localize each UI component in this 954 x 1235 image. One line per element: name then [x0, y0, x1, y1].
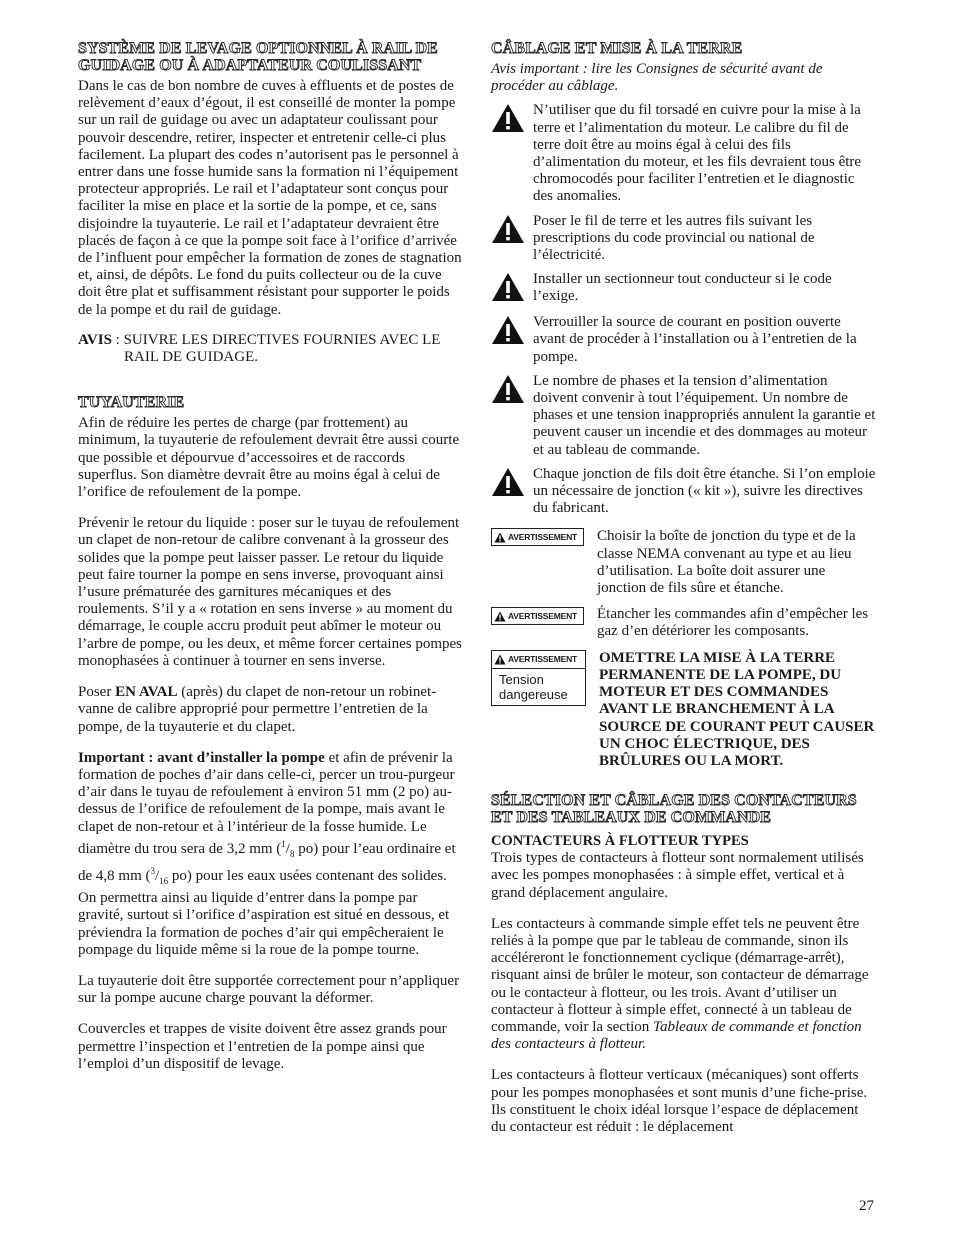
warning-label: AVERTISSEMENT — [491, 607, 584, 625]
p4-b: EN AVAL — [115, 684, 178, 701]
paragraph-guide-rail: Dans le cas de bon nombre de cuves à effluents et de postes de relèvement d’eaux d’égout, il est conseillé de monter la pompe sur un rail de guidage ou avec un adaptateur coulissant pour pouvoir descendre, retirer, inspecter et entretenir celle-ci plus facilement. La plupart des codes n’autorisent pas le personnel à entrer dans une fosse humide sans la formation ni l’équipement protecteur appropriés. Le rail et l’adaptateur sont conçus pour faciliter la mise en place et la sortie de la pompe, et ce, sans disjoindre la tuyauterie. Le rail et l’adaptateur devraient être placés de façon à ce que la pompe soit face à l’orifice d’arrivée de l’influent pour empêcher la formation de zones de stagnation et, ainsi, de dépôts. Le fond du puits collecteur ou de la cuve doit être plat et suffisamment résistant pour supporter le poids de la pompe et du rail de guidage. — [78, 78, 462, 318]
paragraph-contactors-2 — [491, 916, 876, 1054]
heading-guide-rail: SYSTÈME DE LEVAGE OPTIONNEL À RAIL DE GUIDAGE OU À ADAPTATEUR COULISSANT — [78, 40, 438, 74]
hazard-item — [491, 373, 876, 459]
frac2-num: 3 — [150, 865, 155, 876]
avis-line-2: RAIL DE GUIDAGE. — [124, 349, 259, 366]
warning-triangle-icon — [494, 654, 506, 665]
frac1-den: 8 — [289, 848, 295, 859]
subheading-float-switches: CONTACTEURS À FLOTTEUR TYPES — [491, 833, 749, 850]
warning-triangle-icon — [491, 467, 525, 497]
right-column — [491, 40, 876, 1136]
hazard-item — [491, 314, 876, 366]
warning-triangle-icon — [491, 315, 525, 345]
heading-contactors: SÉLECTION ET CÂBLAGE DES CONTACTEURS ET DES TABLEAUX DE COMMANDE — [491, 792, 857, 827]
paragraph-contactors-1: Trois types de contacteurs à flotteur sont normalement utilisés avec les pompes monophasées : à simple effet, vertical et à grand déplacement angulaire. — [491, 850, 864, 901]
hazard-item — [491, 102, 876, 205]
hazard-list — [491, 102, 876, 517]
paragraph-piping-1: Afin de réduire les pertes de charge (par frottement) au minimum, la tuyauterie de refoulement devrait être aussi courte que possible et dépourvue d’accessoires et de raccords superflus. Son diamètre devrait être au moins égal à celui de l’orifice de refoulement de la pompe. — [78, 415, 460, 501]
p4-c: (après) du clapet de non-retour un robinet-vanne de calibre approprié pour permettre l’entretien de la pompe, de la tuyauterie et du clapet. — [78, 684, 437, 735]
wiring-note: Avis important : lire les Consignes de sécurité avant de procéder au câblage. — [491, 61, 823, 95]
warning-label: AVERTISSEMENT — [492, 651, 585, 669]
heading-piping: TUYAUTERIE — [78, 394, 185, 412]
paragraph-piping-4: Important : avant d’installer la pompe et afin de prévenir la formation de poches d’air dans celle-ci, percer un trou-purgeur d’air dans le tuyau de refoulement à environ 51 mm (2 po) au-dessus de l’orifice de refoulement de la pompe, mais avant le clapet de non-retour et à l’intérieur de la fosse humide. Le diamètre du trou sera de 3,2 mm ($^1/_8$ po) pour l’eau ordinaire et de 4,8 mm ($^3/_{16}$ po) pour les eaux usées contenant des solides. On permettra ainsi au liquide d’entrer dans la pompe par gravité, surtout si l’orifice d’aspiration est situé en dessous, et préviendra la formation de poches d’air qui empêcheraient le pompage du liquide même si la roue de la pompe tourne. — [78, 749, 456, 958]
avis-line-1: : SUIVRE LES DIRECTIVES FOURNIES AVEC LE — [111, 331, 441, 348]
hazard-text-1: Poser le fil de terre et les autres fils suivant les prescriptions du code provincial ou national de l’électricité. — [533, 212, 815, 264]
p5-b: et afin de prévenir la formation de poches d’air dans celle-ci, percer un trou-purgeur d’air dans le tuyau de refoulement à environ 51 mm (2 po) au-dessus de l’orifice de refoulement de la pompe, mais avant le clapet de non-retour et à l’intérieur de la fosse humide. Le diamètre du trou sera de 3,2 mm ( — [78, 749, 455, 857]
avis-note — [78, 332, 463, 366]
warning-triangle-icon — [494, 611, 506, 622]
hazard-text-2: Installer un sectionneur tout conducteur si le code l’exige. — [533, 271, 832, 305]
p5-d: po) pour les eaux usées contenant des solides. On permettra ainsi au liquide d’entrer dans la pompe par gravité, surtout si l’orifice d’aspiration est situé en dessous, et préviendra la formation de poches d’air qui empêcheraient le pompage du liquide même si la roue de la pompe tourne. — [78, 867, 450, 958]
left-column — [78, 40, 463, 1073]
hazard-item — [491, 213, 876, 265]
frac2-den: 16 — [159, 875, 169, 886]
danger-text: Tension dangereuse — [499, 671, 568, 702]
danger-box — [491, 650, 586, 706]
warning-row-2 — [491, 606, 876, 640]
warning-label: AVERTISSEMENT — [491, 528, 584, 546]
warning-row-3 — [491, 650, 876, 770]
p4-a: Poser — [78, 684, 116, 701]
warning-triangle-icon — [491, 272, 525, 302]
hazard-text-4: Le nombre de phases et la tension d’alimentation doivent convenir à tout l’équipement. Un nombre de phases et une tension inappropriés annulent la garantie et peuvent causer un incendie et des dommages au moteur et au tableau de commande. — [533, 372, 876, 458]
warning-triangle-icon — [491, 374, 525, 404]
p5-c: po) pour l’eau ordinaire et de 4,8 mm ( — [78, 840, 456, 884]
hazard-text-3: Verrouiller la source de courant en position ouverte avant de procéder à l’installation ou à l’entretien de la pompe. — [533, 314, 857, 365]
paragraph-piping-3 — [78, 684, 463, 736]
warning-row-1 — [491, 528, 876, 597]
p5-important: Important : avant d’installer la pompe — [78, 749, 325, 766]
warning-text-3: OMETTRE LA MISE À LA TERRE PERMANENTE DE LA POMPE, DU MOTEUR ET DES COMMANDES AVANT LE BRANCHEMENT À LA SOURCE DE COURANT PEUT CAUSER UN CHOC ÉLECTRIQUE, DES BRÛLURES OU LA MORT. — [599, 649, 875, 769]
warning-triangle-icon — [494, 532, 506, 543]
heading-wiring: CÂBLAGE ET MISE À LA TERRE — [491, 40, 743, 57]
warning-text-2: Étancher les commandes afin d’empêcher les gaz d’en détériorer les composants. — [597, 606, 869, 640]
hazard-text-0: N’utiliser que du fil torsadé en cuivre pour la mise à la terre et l’alimentation du moteur. Le calibre du fil de terre doit être au moins égal à celui des fils d’alimentation du moteur, et les fils devraient tous être chromocodés pour faciliter l’entretien et le diagnostic des anomalies. — [533, 102, 862, 205]
paragraph-piping-5: La tuyauterie doit être supportée correctement pour n’appliquer sur la pompe aucune charge pouvant la déformer. — [78, 972, 460, 1007]
warning-triangle-icon — [491, 214, 525, 244]
hazard-item — [491, 271, 876, 307]
frac1-num: 1 — [281, 838, 286, 849]
p2-b: Tableaux de commande et fonction des contacteurs à flotteur. — [491, 1018, 862, 1053]
paragraph-contactors-3: Les contacteurs à flotteur verticaux (mécaniques) sont offerts pour les pompes monophasées et sont munis d’une fiche-prise. Ils constituent le choix idéal lorsque l’espace de déplacement du contacteur est réduit : le déplacement — [491, 1067, 868, 1135]
warning-triangle-icon — [491, 103, 525, 133]
hazard-text-5: Chaque jonction de fils doit être étanche. Si l’on emploie un nécessaire de jonction (« kit »), suivre les directives du fabricant. — [533, 465, 876, 517]
warning-text-1: Choisir la boîte de jonction du type et de la classe NEMA convenant au type et au lieu d’utilisation. La boîte doit assurer une jonction de fils sûre et étanche. — [597, 528, 856, 597]
paragraph-piping-6: Couvercles et trappes de visite doivent être assez grands pour permettre l’inspection et l’entretien de la pompe ainsi que l’emploi d’un dispositif de levage. — [78, 1021, 447, 1072]
hazard-item — [491, 466, 876, 518]
paragraph-piping-2: Prévenir le retour du liquide : poser sur le tuyau de refoulement un clapet de non-retour de calibre convenant à la grosseur des solides que la pompe peut laisser passer. Le retour du liquide peut faire tourner la pompe en sens inverse, provoquant ainsi l’usure prématurée des garnitures mécaniques et des roulements. S’il y a « rotation en sens inverse » au moment du démarrage, le couple accru produit peut abîmer le moteur ou l’arbre de pompe, ou les deux, et même forcer certaines pompes monophasées à continuer à tourner en sens inverse. — [78, 515, 463, 669]
avis-key: AVIS — [78, 331, 112, 348]
page-number: 27 — [859, 1198, 874, 1214]
p2-a: Les contacteurs à commande simple effet tels ne peuvent être reliés à la pompe que par le tableau de commande, sinon ils accéléreront le fonctionnement cyclique (démarrage-arrêt), risquant ainsi de brûler le moteur, son contacteur de démarrage ou le contacteur à flotteur, ou les trois. Avant d’utiliser un contacteur à flotteur à simple effet, connecté à un tableau de commande, voir la section — [491, 915, 869, 1035]
